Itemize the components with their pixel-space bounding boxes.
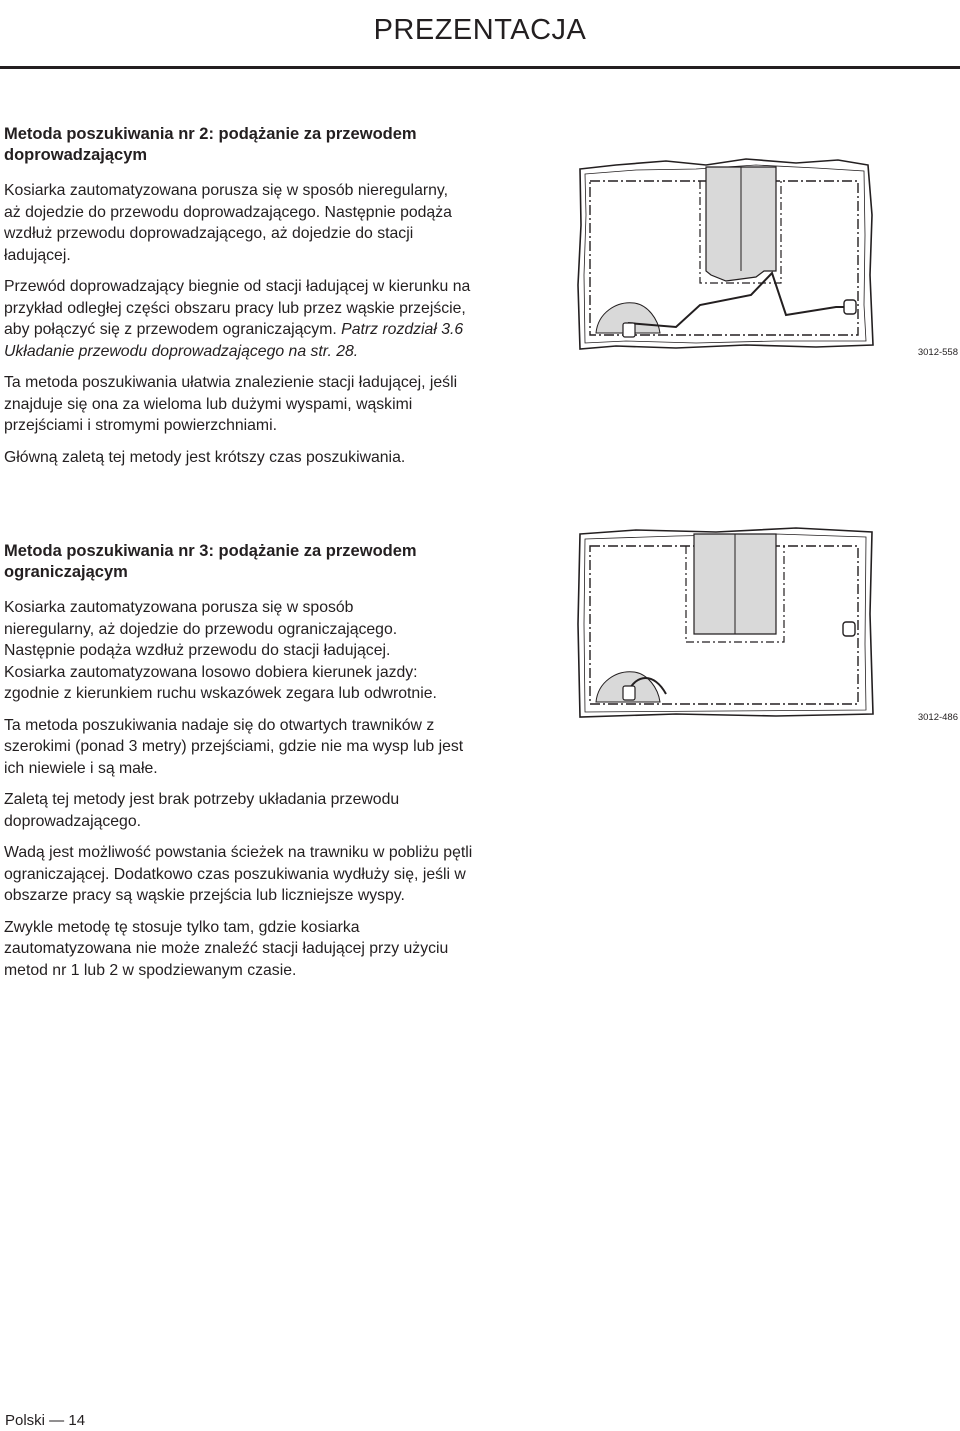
- paragraph: Kosiarka zautomatyzowana porusza się w sposób nieregularny, aż dojedzie do przewodu doprowadzającego. Następnie podąża wzdłuż przewodu doprowadzającego, aż dojedzie do stacji ładującej.: [4, 182, 452, 264]
- paragraph: Zwykle metodę tę stosuje tylko tam, gdzie kosiarka zautomatyzowana nie może znaleźć stacji ładującej przy użyciu metod nr 1 lub 2 w spodziewanym czasie.: [4, 918, 449, 979]
- paragraph: Ta metoda poszukiwania ułatwia znalezienie stacji ładującej, jeśli znajduje się ona za wieloma lub dużymi wyspami, wąskimi przejściami i stromymi powierzchniami.: [4, 374, 458, 434]
- section-method-2: [4, 124, 474, 478]
- paragraph: Główną zaletą tej metody jest krótszy czas poszukiwania.: [4, 448, 406, 466]
- paragraph: Zaletą tej metody jest brak potrzeby układania przewodu doprowadzającego.: [4, 791, 400, 830]
- figure-code: 3012-558: [917, 347, 958, 358]
- header-rule: [0, 66, 960, 69]
- page-number: Polski — 14: [5, 1412, 86, 1429]
- figure-guide-wire: [576, 155, 960, 370]
- guide-wire-diagram: [576, 155, 876, 353]
- section-method-3: [4, 541, 474, 991]
- page-title: PREZENTACJA: [373, 14, 587, 46]
- section-heading: Metoda poszukiwania nr 3: podążanie za przewodem ograniczającym: [4, 542, 417, 581]
- paragraph: Kosiarka zautomatyzowana porusza się w sposób nieregularny, aż dojedzie do przewodu ograniczającego. Następnie podąża wzdłuż przewodu do stacji ładującej. Kosiarka zautomatyzowana losowo dobiera kierunek jazdy: zgodnie z kierunkiem ruchu wskazówek zegara lub odwrotnie.: [4, 599, 437, 702]
- paragraph: Ta metoda poszukiwania nadaje się do otwartych trawników z szerokimi (ponad 3 metry) przejściami, gdzie nie ma wysp lub jest ich niewiele i są małe.: [4, 716, 464, 777]
- paragraph-text: Przewód doprowadzający biegnie od stacji ładującej w kierunku na przykład odległej części obszaru pracy lub przez wąskie przejście, aby połączyć się z przewodem ograniczającym.: [4, 278, 471, 338]
- figure-code: 3012-486: [917, 712, 958, 723]
- cross-reference: Patrz rozdział 3.6 Układanie przewodu doprowadzającego na str. 28.: [4, 321, 464, 360]
- boundary-wire-diagram: [576, 524, 876, 720]
- section-heading: Metoda poszukiwania nr 2: podążanie za przewodem doprowadzającym: [4, 125, 417, 164]
- paragraph: Wadą jest możliwość powstania ścieżek na trawniku w pobliżu pętli ograniczającej. Dodatkowo czas poszukiwania wydłuży się, jeśli w obszarze pracy są wąskie przejścia lub liczniejsze wyspy.: [4, 844, 473, 904]
- figure-boundary-wire: [576, 524, 960, 752]
- paragraph: [4, 276, 474, 362]
